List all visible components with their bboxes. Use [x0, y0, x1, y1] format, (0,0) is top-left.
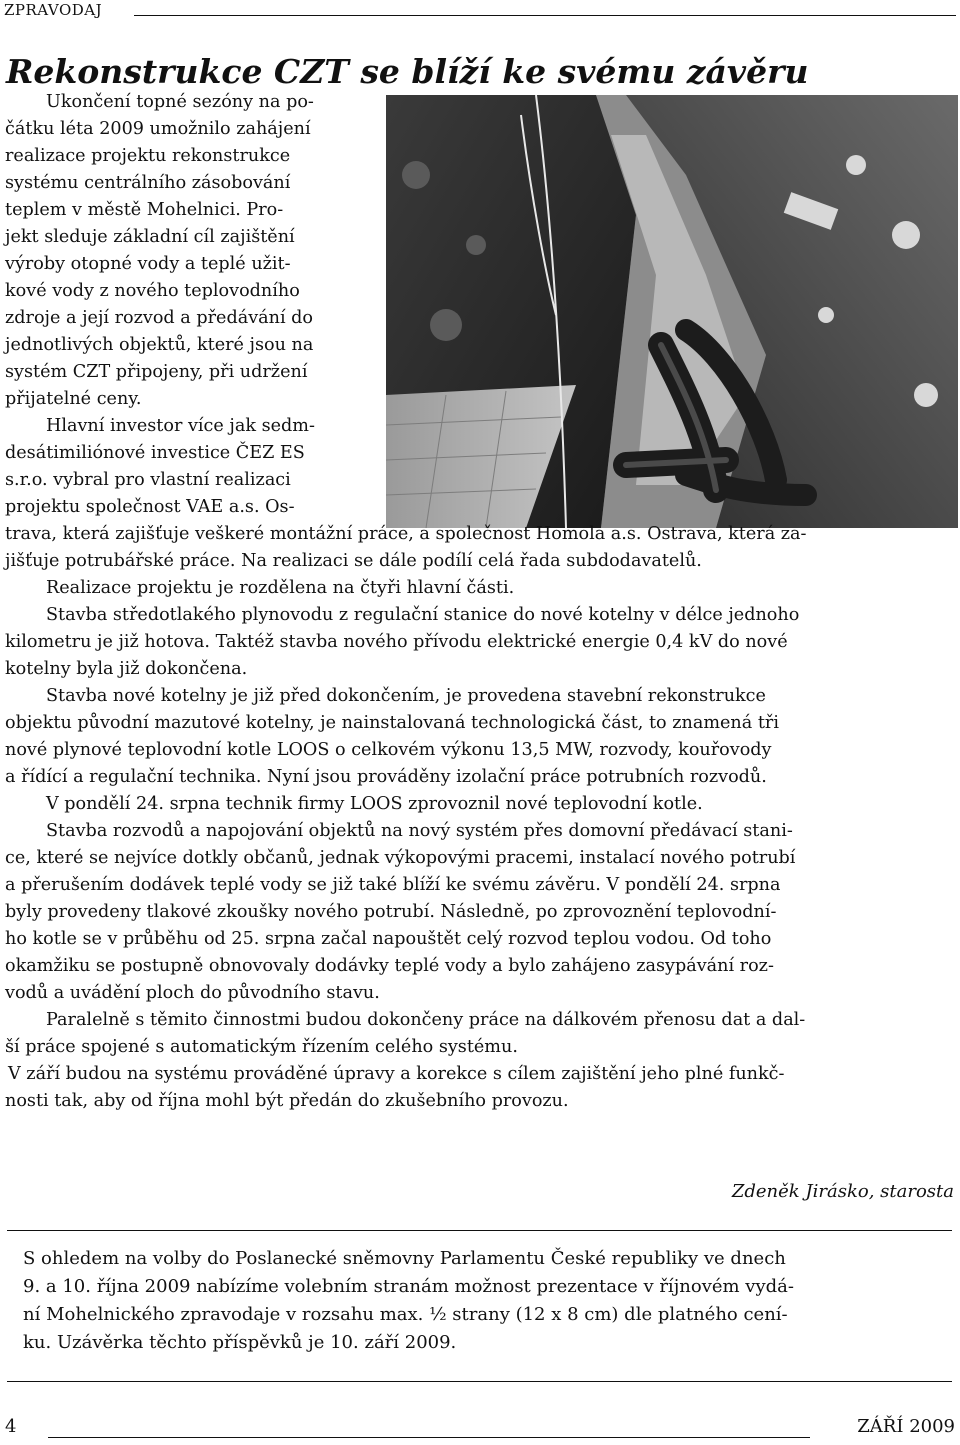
text-line: byly provedeny tlakové zkoušky nového potrubí. Následně, po zprovoznění teplovodní- — [5, 902, 777, 922]
text-line: jednotlivých objektů, které jsou na — [5, 335, 314, 355]
text-line: trava, která zajišťuje veškeré montážní práce, a společnost Homola a.s. Ostrava, která za- — [5, 524, 807, 544]
text-line: jišťuje potrubářské práce. Na realizaci se dále podílí celá řada subdodavatelů. — [5, 551, 702, 571]
notice-line: ní Mohelnického zpravodaje v rozsahu max. ½ strany (12 x 8 cm) dle platného cení- — [23, 1304, 788, 1325]
text-line: čátku léta 2009 umožnilo zahájení — [5, 119, 311, 139]
text-line: systém CZT připojeny, při udržení — [5, 362, 308, 382]
text-line: kilometru je již hotova. Taktéž stavba nového přívodu elektrické energie 0,4 kV do nové — [5, 632, 788, 652]
text-line: V září budou na systému prováděné úpravy a korekce s cílem zajištění jeho plné funkč- — [8, 1064, 785, 1084]
text-line: jekt sleduje základní cíl zajištění — [5, 227, 295, 247]
text-line: objektu původní mazutové kotelny, je nainstalovaná technologická část, to znamená tři — [5, 713, 779, 733]
text-line: Realizace projektu je rozdělena na čtyři hlavní části. — [46, 578, 515, 598]
text-line: okamžiku se postupně obnovovaly dodávky teplé vody a bylo zahájeno zasypávání roz- — [5, 956, 774, 976]
page-header — [0, 0, 960, 22]
text-line: systému centrálního zásobování — [5, 173, 291, 193]
text-line: Ukončení topné sezóny na po- — [46, 92, 314, 112]
text-line: realizace projektu rekonstrukce — [5, 146, 291, 166]
text-line: zdroje a její rozvod a předávání do — [5, 308, 314, 328]
footer-rule — [48, 1437, 810, 1438]
header-rule — [134, 15, 956, 16]
notice-line: 9. a 10. října 2009 nabízíme volebním stranám možnost prezentace v říjnovém vydá- — [23, 1276, 794, 1297]
text-line: nosti tak, aby od října mohl být předán do zkušebního provozu. — [5, 1091, 569, 1111]
text-line: kotelny byla již dokončena. — [5, 659, 248, 679]
section-label: ZPRAVODAJ — [4, 1, 103, 19]
text-line: teplem v městě Mohelnici. Pro- — [5, 200, 284, 220]
notice-line: ku. Uzávěrka těchto příspěvků je 10. září 2009. — [23, 1332, 457, 1353]
text-line: desátimiliónové investice ČEZ ES — [5, 443, 305, 463]
page-number: 4 — [5, 1416, 17, 1437]
article-title: Rekonstrukce CZT se blíží ke svému závěru — [6, 52, 809, 91]
text-line: V pondělí 24. srpna technik firmy LOOS zprovoznil nové teplovodní kotle. — [46, 794, 703, 814]
text-line: projektu společnost VAE a.s. Os- — [5, 497, 295, 517]
text-line: kové vody z nového teplovodního — [5, 281, 300, 301]
text-line: a přerušením dodávek teplé vody se již také blíží ke svému závěru. V pondělí 24. srpna — [5, 875, 781, 895]
notice-line: S ohledem na volby do Poslanecké sněmovny Parlamentu České republiky ve dnech — [23, 1248, 786, 1269]
election-notice-box — [7, 1230, 952, 1382]
text-line: Paralelně s těmito činnostmi budou dokončeny práce na dálkovém přenosu dat a dal- — [46, 1010, 806, 1030]
text-line: ce, které se nejvíce dotkly občanů, jednak výkopovými pracemi, instalací nového potrubí — [5, 848, 796, 868]
text-line: Stavba nové kotelny je již před dokončením, je provedena stavební rekonstrukce — [46, 686, 766, 706]
article-signature: Zdeněk Jirásko, starosta — [731, 1181, 954, 1202]
text-line: ho kotle se v průběhu od 25. srpna začal napouštět celý rozvod teplou vodou. Od toho — [5, 929, 772, 949]
text-line: vodů a uvádění ploch do původního stavu. — [5, 983, 380, 1003]
text-line: ší práce spojené s automatickým řízením celého systému. — [5, 1037, 518, 1057]
text-line: Stavba středotlakého plynovodu z regulační stanice do nové kotelny v délce jednoho — [46, 605, 800, 625]
text-line: Stavba rozvodů a napojování objektů na nový systém přes domovní předávací stani- — [46, 821, 793, 841]
text-line: Hlavní investor více jak sedm- — [46, 416, 315, 436]
text-line: přijatelné ceny. — [5, 389, 142, 409]
text-line: nové plynové teplovodní kotle LOOS o celkovém výkonu 13,5 MW, rozvody, kouřovody — [5, 740, 772, 760]
text-line: s.r.o. vybral pro vlastní realizaci — [5, 470, 291, 490]
text-line: výroby otopné vody a teplé užit- — [5, 254, 291, 274]
text-line: a řídící a regulační technika. Nyní jsou prováděny izolační práce potrubních rozvodů. — [5, 767, 767, 787]
issue-date: ZÁŘÍ 2009 — [857, 1416, 955, 1437]
trench-with-pipes-photo — [386, 95, 958, 528]
